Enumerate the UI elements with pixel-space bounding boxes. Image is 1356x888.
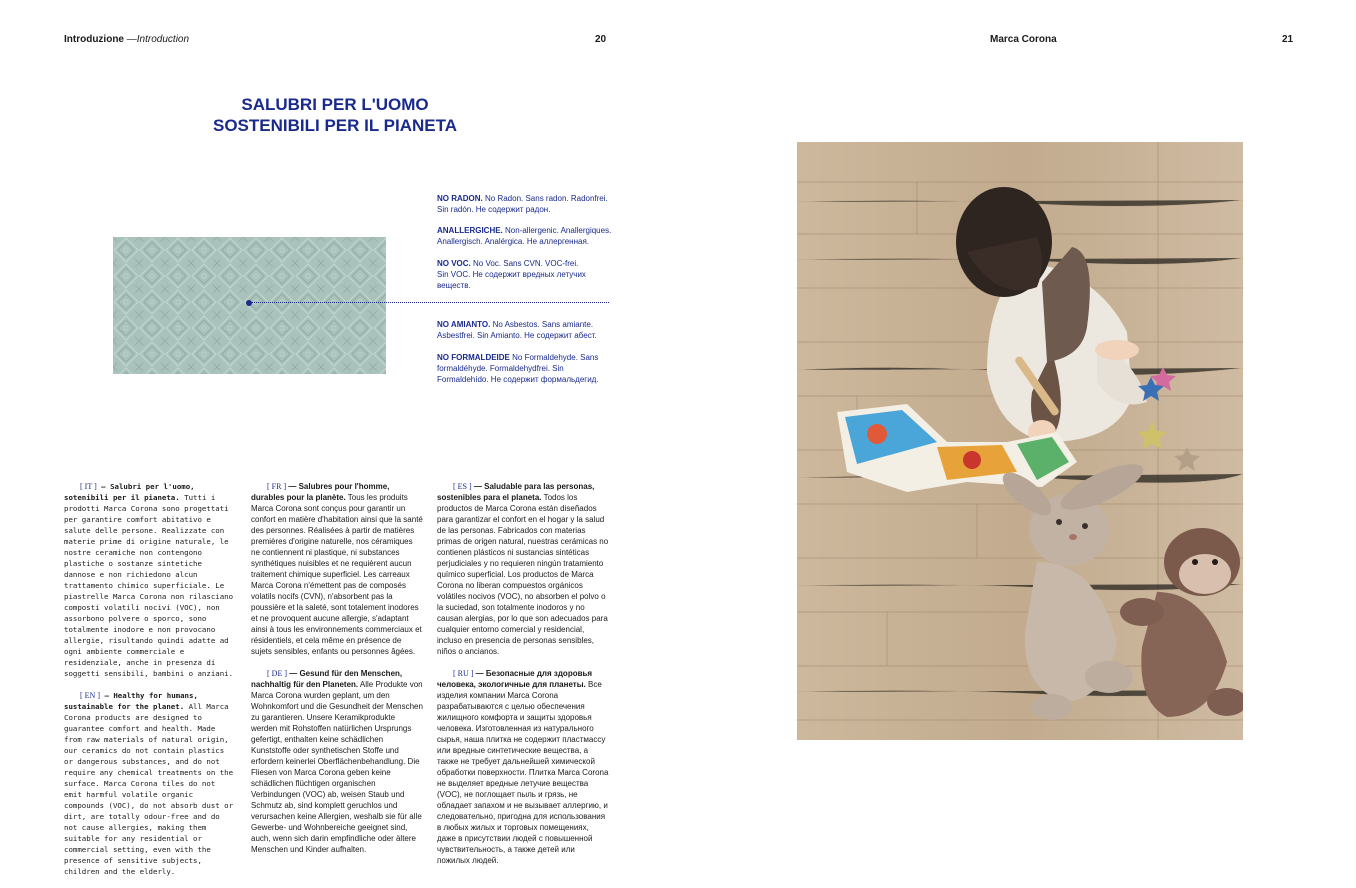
- feature-text: No Radon. Sans radon. Radonfrei. Sin radón. Не содержит радон.: [437, 194, 608, 214]
- text-it: Tutti i prodotti Marca Corona sono progettati per garantire comfort abitativo e salute delle persone. Realizzate con materie prime di origine naturale, le nostre ceramiche non contengono plastiche o sostanze sintetiche dannose e non richiedono alcun trattamento chimico superficiale. Le piastrelle Marca Corona non rilasciano composti volatili nocivi (VOC), non assorbono polvere o sporco, sono totalmente inodore e non provocano allergie, risultando quindi adatte ad ogni ambiente commerciale e residenziale, anche in presenza di soggetti sensibili, bambini o anziani.: [64, 493, 234, 678]
- feature-label: NO FORMALDEIDE: [437, 353, 510, 362]
- running-header-right: Marca Corona: [990, 34, 1057, 45]
- paragraph-fr: [251, 481, 423, 657]
- feature-no-radon: [437, 193, 617, 215]
- text-fr: Tous les produits Marca Corona sont conçus pour garantir un confort en matière d'habitation ainsi que la santé des personnes. Réalisées à partir de matières premières d'origine naturelle, nos céramiques ne contiennent ni plastique, ni substances synthétiques nuisibles et ne requièrent aucun traitement chimique superficiel. Les carreaux Marca Corona n'émettent pas de composés volatils nocifs (CVN), n'absorbent pas la poussière et la saleté, sont totalement inodores et ne provoquent aucune allergie, s'adaptant ainsi à tous les environnements commerciaux et résidentiels, et cela même en présence de sujets sensibles, enfants ou personnes âgées.: [251, 493, 423, 656]
- feature-text: No Asbestos. Sans amiante. Asbestfrei. Sin Amianto. Не содержит aбecт.: [437, 320, 597, 340]
- section-title-sep: —: [124, 34, 137, 45]
- page-number-left: 20: [595, 34, 607, 45]
- body-column-1: [64, 481, 236, 888]
- lead-it: — Salubri per l'uomo, sotenibili per il pianeta.: [64, 482, 195, 502]
- feature-no-asbestos: [437, 319, 607, 341]
- feature-anallergic: [437, 225, 617, 247]
- lead-en: — Healthy for humans, sustainable for the planet.: [64, 691, 198, 711]
- feature-no-formaldehyde: [437, 352, 607, 385]
- lead-ru: — Безопасные для здоровья человека, экологичные для планеты.: [437, 669, 593, 689]
- text-en: All Marca Corona products are designed to guarantee comfort and health. Made from raw materials of natural origin, our ceramics do not contain plastics or dangerous substances, and do not require any chemical treatments on the surface. Marca Corona tiles do not emit harmful volatile organic compounds (VOC), do not absorb dust or dirt, are totally odour-free and do not cause allergies, making them suitable for any residential or commercial setting, even with the presence of sensitive subjects, children and the elderly.: [64, 702, 234, 876]
- lang-tag-es: [ ES ]: [453, 482, 472, 491]
- lead-de: — Gesund für den Menschen, nachhaltig für den Planeten.: [251, 669, 403, 689]
- section-title-it: Introduzione: [64, 34, 124, 45]
- child-playing-photo: [797, 142, 1243, 740]
- feature-label: ANALLERGICHE.: [437, 226, 503, 235]
- feature-text: No Formaldehyde. Sans formaldéhyde. Formaldehydfrei. Sin Formaldehído. Не содержит формальдегид.: [437, 353, 599, 384]
- leader-dotted-line: [249, 302, 609, 303]
- feature-text: Non-allergenic. Anallergiques. Anallergisch. Analérgica. Не аллергенная.: [437, 226, 612, 246]
- running-header-left: [64, 34, 189, 45]
- body-column-3: [437, 481, 609, 877]
- lead-es: — Saludable para las personas, sostenibles para el planeta.: [437, 482, 595, 502]
- lang-tag-de: [ DE ]: [267, 669, 287, 678]
- section-title-en: Introduction: [136, 34, 190, 45]
- page-title-line-1: SALUBRI PER L'UOMO: [241, 95, 429, 114]
- paragraph-de: [251, 668, 423, 855]
- text-ru: Все изделия компании Marca Corona разрабатываются с целью обеспечения жилищного комфорта и защиты здоровья человека. Изготовленная из натурального сырья, наша плитка не содержит пластмассу или вредные синтетические вещества, а также не требует дальнейшей химической обработки поверхности. Плитка Marca Corona не выделяет вредные летучие вещества (VOC), не поглощает пыль и грязь, не обладает запахом и не вызывает аллергию, и следовательно, пригодна для использования в любых жилых и торговых помещениях, даже в присутствии людей с повышенной чувствительность, а также детей или пожилых людей.: [437, 680, 609, 865]
- paragraph-ru: [437, 668, 609, 866]
- paragraph-it: [64, 481, 236, 679]
- lang-tag-en: [ EN ]: [80, 691, 100, 700]
- text-es: Todos los productos de Marca Corona están diseñados para garantizar el confort en el hogar y la salud de las personas. Fabricados con materias primas de origen natural, nuestras cerámicas no contienen plásticos ni sustancias sintéticas perjudiciales y no requieren ningún tratamiento químico superficial. Los productos de Marca Corona no liberan compuestos orgánicos volátiles nocivos (VOC), no absorben el polvo o la suciedad, son totalmente inodoros y no causan alergias, por lo que son adecuados para cualquier entorno comercial y residencial, incluso en presencia de personas sensibles, niños o ancianos.: [437, 493, 609, 656]
- feature-label: NO VOC.: [437, 259, 471, 268]
- body-column-2: [251, 481, 423, 866]
- lang-tag-it: [ IT ]: [80, 482, 97, 491]
- feature-text: No Voc. Sans CVN. VOC-frei. Sin VOC. Не содержит вредных летучих веществ.: [437, 259, 586, 290]
- feature-label: NO RADON.: [437, 194, 483, 203]
- page-title-line-2: SOSTENIBILI PER IL PIANETA: [212, 116, 457, 135]
- paragraph-en: [64, 690, 236, 877]
- leader-dot: [246, 300, 252, 306]
- feature-no-voc: [437, 258, 587, 291]
- paragraph-es: [437, 481, 609, 657]
- page-title: [180, 94, 490, 136]
- text-de: Alle Produkte von Marca Corona wurden geplant, um den Wohnkomfort und die Gesundheit der Menschen zu garantieren. Unsere Keramikprodukte werden mit Rohstoffen natürlichen Ursprungs gefertigt, enthalten keine schädlichen Kunststoffe oder synthetischen Stoffe und erfordern keinerlei Oberflächenbehandlung. Die Fliesen von Marca Corona geben keine schädlichen flüchtigen organischen Verbindungen (VOC) ab, weisen Staub und Schmutz ab, sind komplett geruchlos und verursachen keine Allergien, weshalb sie für alle Gewerbe- und Wohnbereiche geeignet sind, auch, wenn sich darin empfindliche oder ältere Menschen und Kinder aufhalten.: [251, 680, 423, 854]
- page-number-right: 21: [1282, 34, 1294, 45]
- feature-label: NO AMIANTO.: [437, 320, 491, 329]
- lead-fr: — Salubres pour l'homme, durables pour la planète.: [251, 482, 390, 502]
- lang-tag-fr: [ FR ]: [267, 482, 287, 491]
- lang-tag-ru: [ RU ]: [453, 669, 474, 678]
